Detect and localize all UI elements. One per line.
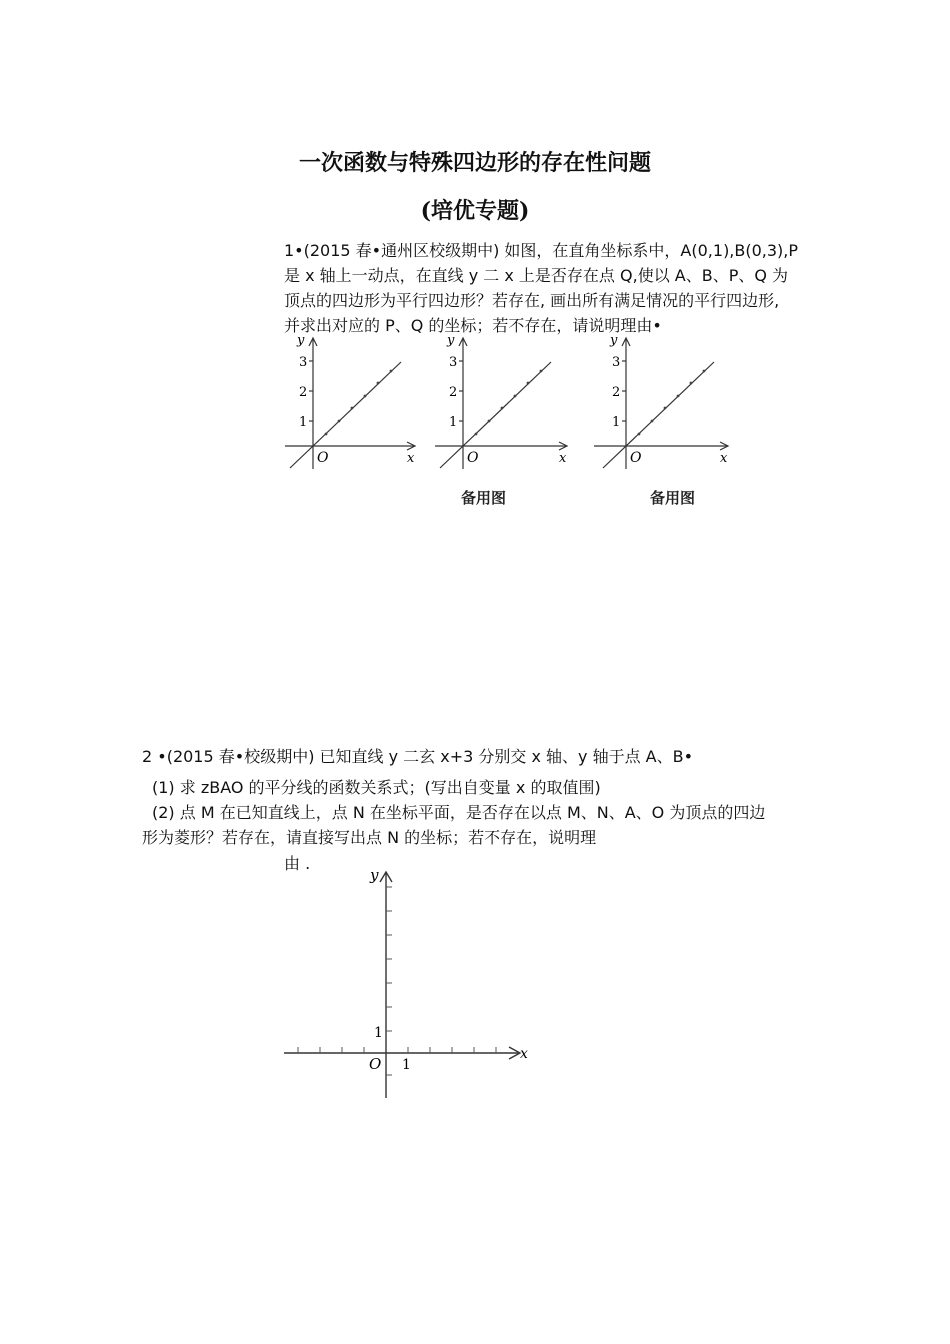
origin-label: O	[317, 450, 329, 466]
y-axis-label: y	[447, 334, 455, 348]
problem1-line: 顶点的四边形为平行四边形？若存在, 画出所有满足情况的平行四边形,	[284, 291, 780, 310]
x-tick-label: 1	[402, 1057, 411, 1073]
y-axis-label: y	[297, 334, 305, 348]
tick-label: 2	[449, 385, 458, 400]
coordinate-figure-3	[594, 334, 734, 469]
problem2-item2-end: 由 .	[284, 854, 311, 873]
coordinate-figure-1	[285, 334, 425, 469]
y-axis-label: y	[610, 334, 618, 348]
problem2-item1: (1) 求 zBAO 的平分线的函数关系式；(写出自变量 x 的取值围)	[152, 778, 601, 797]
tick-label: 2	[299, 385, 308, 400]
figure-caption: 备用图	[461, 489, 507, 507]
problem2-item2: (2) 点 M 在已知直线上，点 N 在坐标平面，是否存在以点 M、N、A、O 为顶点的四边	[152, 803, 766, 822]
page-title: 一次函数与特殊四边形的存在性问题	[298, 150, 651, 176]
problem2-stem: 2 •(2015 春•校级期中) 已知直线 y 二玄 x+3 分别交 x 轴、y 轴于点 A、B•	[142, 747, 694, 766]
x-axis-label: x	[720, 451, 728, 466]
tick-label: 1	[449, 415, 458, 430]
problem1-text	[284, 238, 798, 338]
problem1-line: 并求出对应的 P、Q 的坐标；若不存在，请说明理由•	[284, 316, 662, 335]
coordinate-figure-2	[435, 334, 575, 469]
y-tick-label: 1	[374, 1025, 383, 1041]
tick-label: 3	[612, 355, 621, 370]
y-axis-label: y	[370, 866, 379, 884]
problem1-line: 1•(2015 春•通州区校级期中) 如图，在直角坐标系中，A(0,1),B(0,3),P	[284, 241, 799, 260]
figure-caption: 备用图	[650, 489, 696, 507]
tick-label: 2	[612, 385, 621, 400]
coordinate-grid-figure	[280, 864, 540, 1104]
y-ticks	[386, 887, 392, 1075]
problem2-item2-cont: 形为菱形？若存在，请直接写出点 N 的坐标；若不存在，说明理	[142, 828, 597, 847]
problem1-line: 是 x 轴上一动点，在直线 y 二 x 上是否存在点 Q,使以 A、B、P、Q 为	[284, 266, 789, 285]
y-ticks	[309, 361, 313, 421]
origin-label: O	[630, 450, 642, 466]
x-axis-label: x	[559, 451, 567, 466]
x-ticks	[298, 1047, 496, 1053]
tick-label: 3	[449, 355, 458, 370]
origin-label: O	[369, 1055, 382, 1073]
y-ticks	[459, 361, 463, 421]
tick-label: 1	[299, 415, 308, 430]
x-axis-label: x	[407, 451, 415, 466]
page-subtitle: (培优专题)	[420, 198, 530, 224]
tick-label: 3	[299, 355, 308, 370]
origin-label: O	[467, 450, 479, 466]
x-axis-label: x	[520, 1046, 528, 1062]
tick-label: 1	[612, 415, 621, 430]
